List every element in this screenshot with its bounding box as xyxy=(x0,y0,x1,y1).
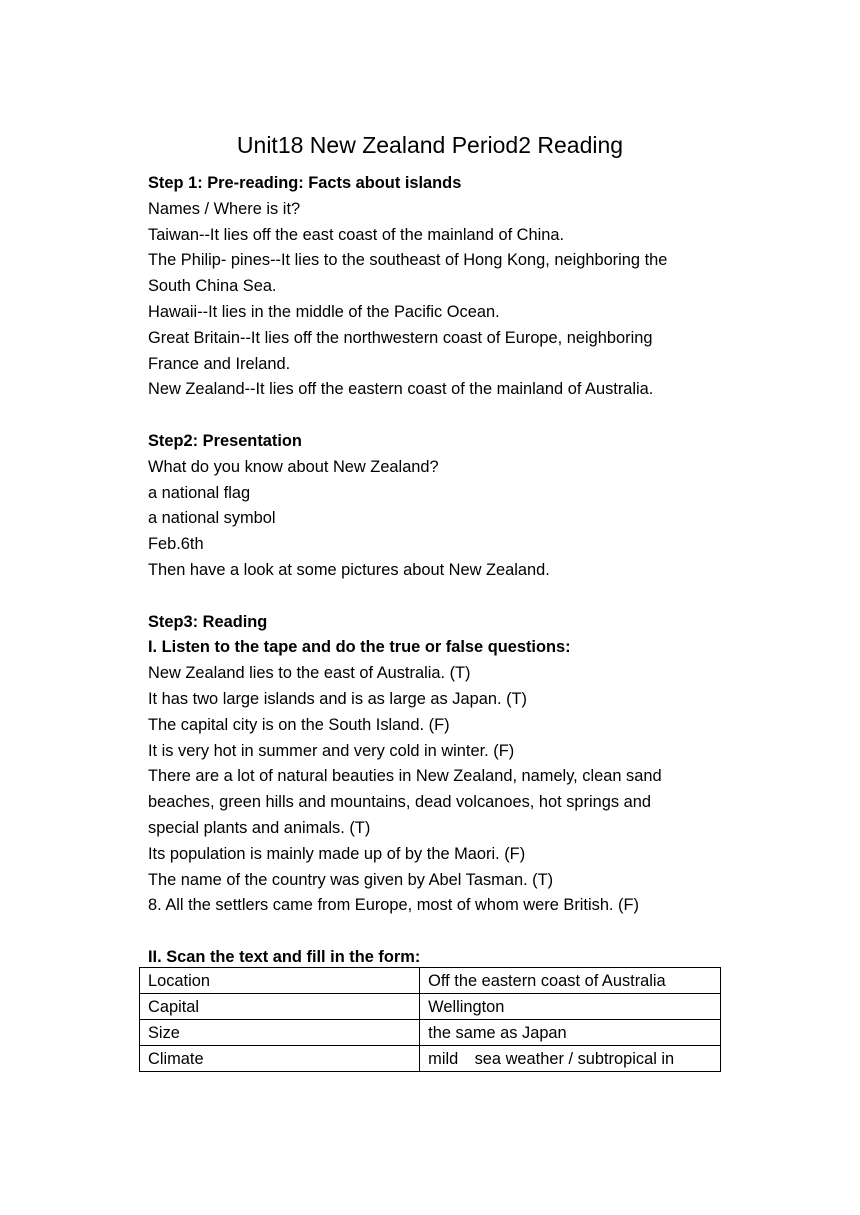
step1-line: New Zealand--It lies off the eastern coast of the mainland of Australia. xyxy=(148,380,654,399)
table-row xyxy=(140,968,721,994)
form-label-cell: Size xyxy=(140,1020,420,1046)
step1-line: Taiwan--It lies off the east coast of the mainland of China. xyxy=(148,225,565,244)
step1-line: Great Britain--It lies off the northwestern coast of Europe, neighboring xyxy=(148,328,653,347)
true-false-item: There are a lot of natural beauties in New Zealand, namely, clean sand xyxy=(148,767,662,786)
form-label-cell: Location xyxy=(140,968,420,994)
step1-line: South China Sea. xyxy=(148,277,277,296)
true-false-item: Its population is mainly made up of by the Maori. (F) xyxy=(148,844,526,863)
table-row xyxy=(140,1046,721,1072)
page-title: Unit18 New Zealand Period2 Reading xyxy=(236,132,624,158)
step1-line: The Philip- pines--It lies to the southeast of Hong Kong, neighboring the xyxy=(148,251,668,270)
form-label-cell: Climate xyxy=(140,1046,420,1072)
step1-heading: Step 1: Pre-reading: Facts about islands xyxy=(148,174,462,192)
step2-line: What do you know about New Zealand? xyxy=(148,457,439,476)
true-false-item: The capital city is on the South Island. (F) xyxy=(148,715,450,734)
true-false-item: New Zealand lies to the east of Australia. (T) xyxy=(148,664,471,683)
true-false-item: 8. All the settlers came from Europe, most of whom were British. (F) xyxy=(148,896,639,915)
form-value-cell: Off the eastern coast of Australia xyxy=(420,968,721,994)
step1-line: France and Ireland. xyxy=(148,354,291,373)
step2-line: Then have a look at some pictures about New Zealand. xyxy=(148,560,550,579)
step1-line: Hawaii--It lies in the middle of the Pacific Ocean. xyxy=(148,302,500,321)
true-false-item: It is very hot in summer and very cold in winter. (F) xyxy=(148,741,515,760)
form-value-cell: Wellington xyxy=(420,994,721,1020)
true-false-item: special plants and animals. (T) xyxy=(148,818,371,837)
step3-heading: Step3: Reading xyxy=(148,612,268,631)
step1-line: Names / Where is it? xyxy=(148,199,301,218)
table-row xyxy=(140,994,721,1020)
paragraph-gap xyxy=(148,584,728,610)
step2-line: a national flag xyxy=(148,483,251,502)
step2-line: a national symbol xyxy=(148,509,276,528)
step3-part2-heading: II. Scan the text and fill in the form: xyxy=(148,947,421,966)
true-false-item: beaches, green hills and mountains, dead volcanoes, hot springs and xyxy=(148,793,651,812)
paragraph-gap xyxy=(148,919,728,945)
step2-line: Feb.6th xyxy=(148,535,204,554)
form-label-cell: Capital xyxy=(140,994,420,1020)
form-value-cell: the same as Japan xyxy=(420,1020,721,1046)
step2-heading: Step2: Presentation xyxy=(148,431,302,450)
fill-in-form-table xyxy=(139,967,721,1072)
step3-part1-heading: I. Listen to the tape and do the true or false questions: xyxy=(148,638,571,657)
document-body xyxy=(148,171,728,971)
table-row xyxy=(140,1020,721,1046)
true-false-item: It has two large islands and is as large as Japan. (T) xyxy=(148,689,527,708)
true-false-item: The name of the country was given by Abel Tasman. (T) xyxy=(148,870,554,889)
paragraph-gap xyxy=(148,403,728,429)
form-value-cell: mild sea weather / subtropical in xyxy=(420,1046,721,1072)
